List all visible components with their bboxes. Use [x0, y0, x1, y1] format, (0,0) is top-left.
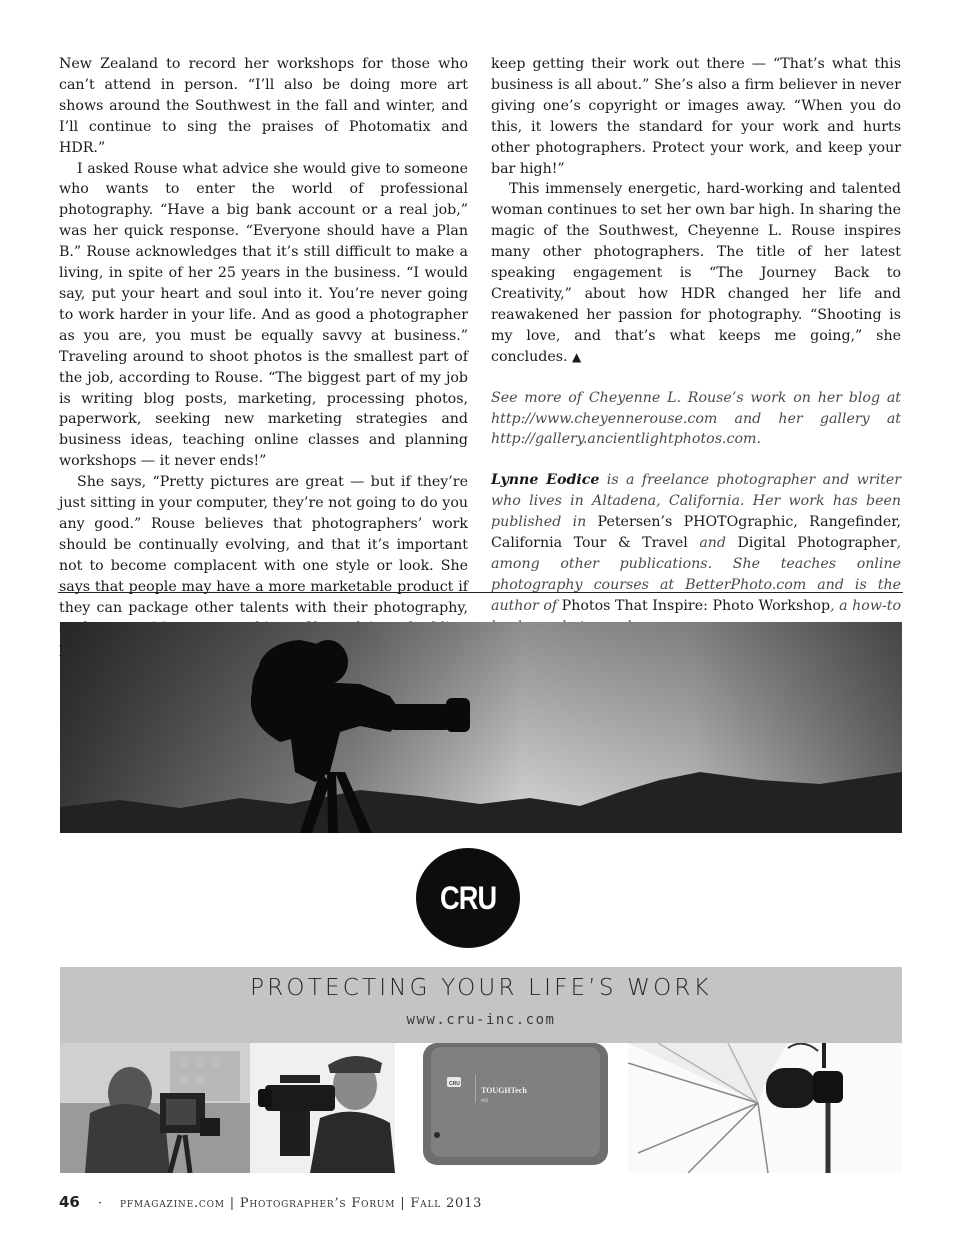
- publication-names: Petersen’s PHOTOgraphic, Rangefinder, California Tour & Travel: [491, 514, 901, 552]
- paragraph: She says, “Pretty pictures are great — but if they’re just sitting in your computer, they’re not going to do you any good.” Rouse believes that photographers’ work should be continually evolving, and that it’s important not to become complacent with one style or look. She says that people may have a more marketable product if they can package other talents with their photography,: [59, 474, 468, 616]
- footer-separator: ·: [97, 1196, 103, 1211]
- ad-tagline-band: [60, 967, 902, 1043]
- author-bio-text: , among other publications. She teaches online photography courses at BetterPhoto.com and is the author of: [491, 535, 901, 614]
- page-number: 46: [59, 1193, 80, 1211]
- paragraph: [491, 179, 901, 367]
- author-name: Lynne Eodice: [491, 472, 600, 489]
- footer-publication: pfmagazine.com | Photographer’s Forum | Fall 2013: [120, 1196, 483, 1211]
- cru-logo-text: CRU: [439, 879, 497, 916]
- ad-photo-studio-umbrella-light: [628, 1043, 902, 1173]
- author-bio-text: is a freelance photographer and writer who lives in Altadena, California. Her work has been published in: [491, 472, 902, 531]
- ad-hero-photo-photographer-silhouette: [60, 622, 902, 833]
- drive-brand: TOUGHTech: [481, 1086, 527, 1095]
- paragraph: keep getting their work out there — “That’s what this business is all about.” She’s also a firm believer in never giving one’s copyright or images away. “When you do this, it lowers the standard for your work and hurts other photographers. Protect your work, and keep your bar high!”: [491, 56, 901, 177]
- publication-name: Digital Photographer: [737, 535, 897, 552]
- section-divider: [58, 592, 903, 593]
- ad-photo-cru-toughtech-drive: [395, 1043, 628, 1173]
- article-column-right: [491, 54, 901, 638]
- book-title: Photos That Inspire: Photo Workshop: [561, 597, 831, 614]
- see-more-note: See more of Cheyenne L. Rouse’s work on her blog at http://www.cheyennerouse.com and her gallery at http://gallery.ancientlightphotos.com.: [491, 389, 901, 448]
- drive-label: CRU: [449, 1081, 460, 1087]
- ad-photo-photographer-with-camera: [60, 1043, 250, 1173]
- paragraph: New Zealand to record her workshops for those who can’t attend in person. “I’ll also be doing more art shows around the Southwest in the fall and winter, and I’ll continue to sing the praises of Photomatix and HDR.”: [59, 56, 468, 156]
- paragraph: I asked Rouse what advice she would give to someone who wants to enter the world of professional photography. “Have a big bank account or a real job,” was her quick response. “Everyone should have a Plan B.” Rouse acknowledges that it’s still difficult to make a living, in spite of her 25 years in the business. “I would say, put your heart and soul into it. You’re never going to work harder in your life. And as good a photographer as you are, you must be equally savvy at business.” Traveling around to shoot photos is the smallest part of the job, according to Rouse. “The biggest part of my job is writing blog posts, marketing, processing photos, paperwork, seeking new marketing strategies and business ideas, teaching online classes and planning workshops — it never ends!”: [59, 160, 468, 470]
- article-column-left: [59, 54, 468, 660]
- cru-logo: [416, 848, 520, 948]
- drive-model: m3: [481, 1098, 488, 1104]
- ad-url[interactable]: www.cru-inc.com: [406, 1012, 556, 1028]
- author-bio: [491, 470, 901, 637]
- paragraph-text: This immensely energetic, hard-working and talented woman continues to set her own bar high. In sharing the magic of the Southwest, Cheyenne L. Rouse inspires many other photographers. The title of her latest speaking engagement is “The Journey Back to Creativity,” about how HDR changed her life and reawakened her passion for photography. “Shooting is my love, and that’s what keeps me going,” she concludes.: [491, 181, 901, 365]
- end-of-article-mark: ▲: [572, 349, 582, 364]
- author-bio-text: and: [687, 535, 738, 552]
- page-footer: [59, 1192, 482, 1211]
- author-bio-text: , a how-to: [830, 597, 901, 614]
- ad-photo-videographer: [250, 1043, 395, 1173]
- ad-tagline: PROTECTING YOUR LIFE’S WORK: [250, 975, 712, 1001]
